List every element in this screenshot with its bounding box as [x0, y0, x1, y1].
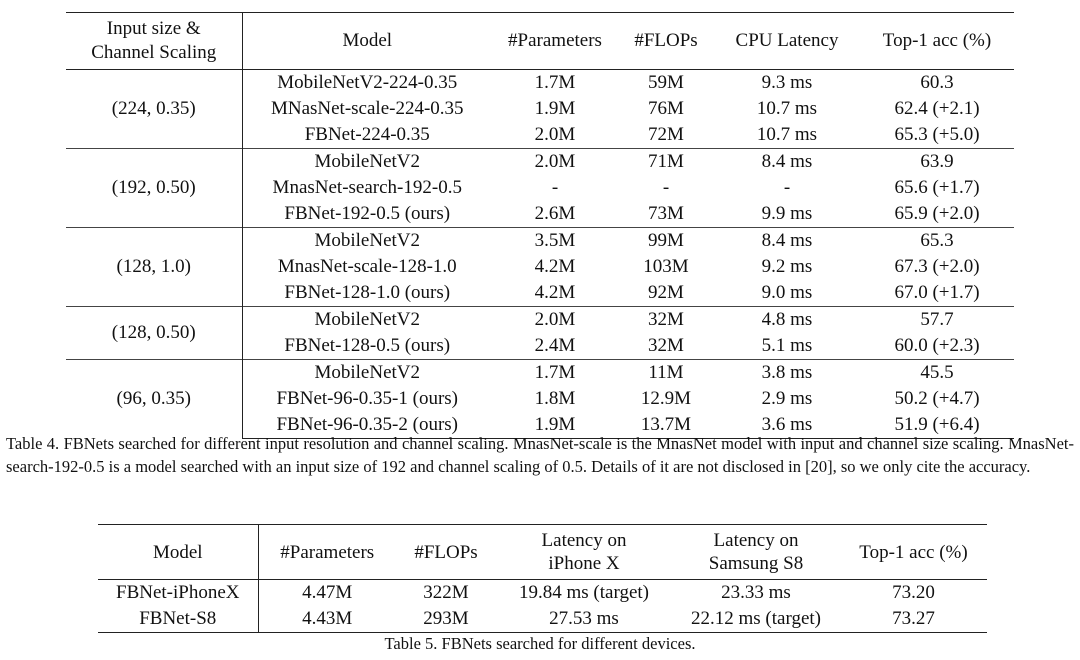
cell-latency: 9.0 ms — [761, 282, 813, 303]
cell-acc: 65.6 (+1.7) — [894, 177, 980, 198]
cell-params: 4.2M — [534, 256, 576, 277]
cell-latency: 9.2 ms — [761, 256, 813, 277]
cell-params: 4.43M — [258, 606, 396, 633]
header-parameters: #Parameters — [492, 13, 618, 70]
cell-latency: 9.3 ms — [761, 72, 813, 93]
cell-flops: 11M — [618, 360, 714, 387]
header-top1-acc: Top-1 acc (%) — [840, 525, 987, 580]
table-4 — [66, 12, 1014, 439]
cell-latency: - — [783, 177, 791, 198]
table-row — [66, 70, 1014, 97]
cell-acc: 73.20 — [892, 582, 935, 603]
cell-model: MobileNetV2 — [242, 307, 492, 334]
cell-acc: 57.7 — [860, 307, 1014, 334]
group-label: (192, 0.50) — [66, 149, 242, 228]
table-4-header-row — [66, 13, 1014, 70]
cell-flops: 32M — [618, 307, 714, 334]
group-label: (96, 0.35) — [66, 360, 242, 439]
cell-model: MnasNet-search-192-0.5 — [272, 177, 462, 198]
cell-flops: 293M — [396, 606, 496, 633]
cell-model: MobileNetV2 — [242, 228, 492, 255]
cell-model: FBNet-128-0.5 (ours) — [284, 335, 451, 356]
cell-latency: 3.6 ms — [714, 412, 860, 439]
cell-params: 2.0M — [492, 149, 618, 176]
header-input-size: Input size & Channel Scaling — [66, 13, 242, 70]
table-4-caption: Table 4. FBNets searched for different input resolution and channel scaling. MnasNet-scale is the MnasNet model with input and channel size scaling. MnasNet-search-192-0.5 is a model searched with an input size of 192 and channel scaling of 0.5. Details of it are not disclosed in [20], so we only cite the accuracy. — [6, 434, 1074, 476]
cell-acc: 62.4 (+2.1) — [894, 98, 980, 119]
cell-model: FBNet-96-0.35-2 (ours) — [242, 412, 492, 439]
cell-flops: 103M — [643, 256, 689, 277]
table-row — [66, 360, 1014, 387]
table-row — [66, 307, 1014, 334]
cell-params: 4.2M — [534, 282, 576, 303]
cell-flops: 71M — [618, 149, 714, 176]
cell-flops: 73M — [648, 203, 684, 224]
cell-model: MobileNetV2 — [242, 360, 492, 387]
cell-model: FBNet-S8 — [98, 606, 258, 633]
cell-model: FBNet-128-1.0 (ours) — [284, 282, 451, 303]
table-row — [66, 149, 1014, 176]
cell-model: MobileNetV2-224-0.35 — [277, 72, 458, 93]
cell-acc: 67.3 (+2.0) — [894, 256, 980, 277]
cell-flops: 59M — [648, 72, 684, 93]
cell-model: FBNet-192-0.5 (ours) — [284, 203, 451, 224]
cell-acc: 65.3 (+5.0) — [894, 124, 980, 145]
cell-latency: 8.4 ms — [714, 149, 860, 176]
group-label: (128, 0.50) — [66, 307, 242, 360]
cell-model: MnasNet-scale-128-1.0 — [277, 256, 457, 277]
cell-latency: 4.8 ms — [714, 307, 860, 334]
cell-model: FBNet-96-0.35-1 (ours) — [276, 388, 459, 409]
cell-latency: 9.9 ms — [761, 203, 813, 224]
cell-latency-s8: 22.12 ms (target) — [672, 606, 840, 633]
cell-model: MNasNet-scale-224-0.35 — [270, 98, 464, 119]
table-row — [66, 228, 1014, 255]
cell-flops: 322M — [423, 582, 469, 603]
cell-params: 2.4M — [534, 335, 576, 356]
cell-latency-s8: 23.33 ms — [721, 582, 791, 603]
header-parameters: #Parameters — [258, 525, 396, 580]
cell-acc: 60.0 (+2.3) — [894, 335, 980, 356]
header-cpu-latency: CPU Latency — [714, 13, 860, 70]
cell-latency-iphone: 19.84 ms (target) — [519, 582, 649, 603]
cell-flops: 72M — [648, 124, 684, 145]
cell-acc: 60.3 — [920, 72, 954, 93]
header-latency-iphone: Latency on iPhone X — [496, 525, 672, 580]
cell-acc: 65.3 — [860, 228, 1014, 255]
header-latency-s8: Latency on Samsung S8 — [672, 525, 840, 580]
cell-latency: 2.9 ms — [761, 388, 813, 409]
cell-model: FBNet-iPhoneX — [98, 580, 258, 607]
group-label: (128, 1.0) — [66, 228, 242, 307]
header-model: Model — [242, 13, 492, 70]
cell-latency: 10.7 ms — [756, 124, 818, 145]
cell-model: MobileNetV2 — [242, 149, 492, 176]
table-5-header-row — [98, 525, 987, 580]
header-model: Model — [98, 525, 258, 580]
header-flops: #FLOPs — [396, 525, 496, 580]
cell-flops: 92M — [648, 282, 684, 303]
cell-acc: 67.0 (+1.7) — [894, 282, 980, 303]
cell-latency: 5.1 ms — [761, 335, 813, 356]
group-label: (224, 0.35) — [66, 70, 242, 149]
cell-flops: 76M — [648, 98, 684, 119]
cell-params: 1.7M — [492, 360, 618, 387]
cell-params: 3.5M — [492, 228, 618, 255]
cell-params: 1.7M — [534, 72, 576, 93]
table-row — [98, 606, 987, 633]
cell-params: 1.8M — [534, 388, 576, 409]
cell-flops: - — [662, 177, 670, 198]
cell-flops: 99M — [618, 228, 714, 255]
cell-acc: 63.9 — [860, 149, 1014, 176]
header-top1-acc: Top-1 acc (%) — [860, 13, 1014, 70]
table-5-caption: Table 5. FBNets searched for different devices. — [384, 634, 696, 653]
cell-params: 4.47M — [302, 582, 353, 603]
cell-flops: 12.9M — [640, 388, 692, 409]
cell-flops: 32M — [648, 335, 684, 356]
cell-acc: 50.2 (+4.7) — [894, 388, 980, 409]
cell-latency: 8.4 ms — [714, 228, 860, 255]
cell-acc: 45.5 — [860, 360, 1014, 387]
cell-acc: 73.27 — [840, 606, 987, 633]
cell-params: - — [551, 177, 559, 198]
cell-params: 2.0M — [492, 307, 618, 334]
cell-params: 1.9M — [492, 412, 618, 439]
cell-params: 1.9M — [534, 98, 576, 119]
cell-latency: 10.7 ms — [756, 98, 818, 119]
cell-acc: 65.9 (+2.0) — [894, 203, 980, 224]
cell-acc: 51.9 (+6.4) — [860, 412, 1014, 439]
cell-params: 2.0M — [534, 124, 576, 145]
cell-model: FBNet-224-0.35 — [304, 124, 430, 145]
cell-latency-iphone: 27.53 ms — [496, 606, 672, 633]
table-5 — [98, 524, 987, 633]
cell-flops: 13.7M — [618, 412, 714, 439]
cell-latency: 3.8 ms — [714, 360, 860, 387]
table-row — [98, 580, 987, 607]
cell-params: 2.6M — [534, 203, 576, 224]
header-flops: #FLOPs — [618, 13, 714, 70]
